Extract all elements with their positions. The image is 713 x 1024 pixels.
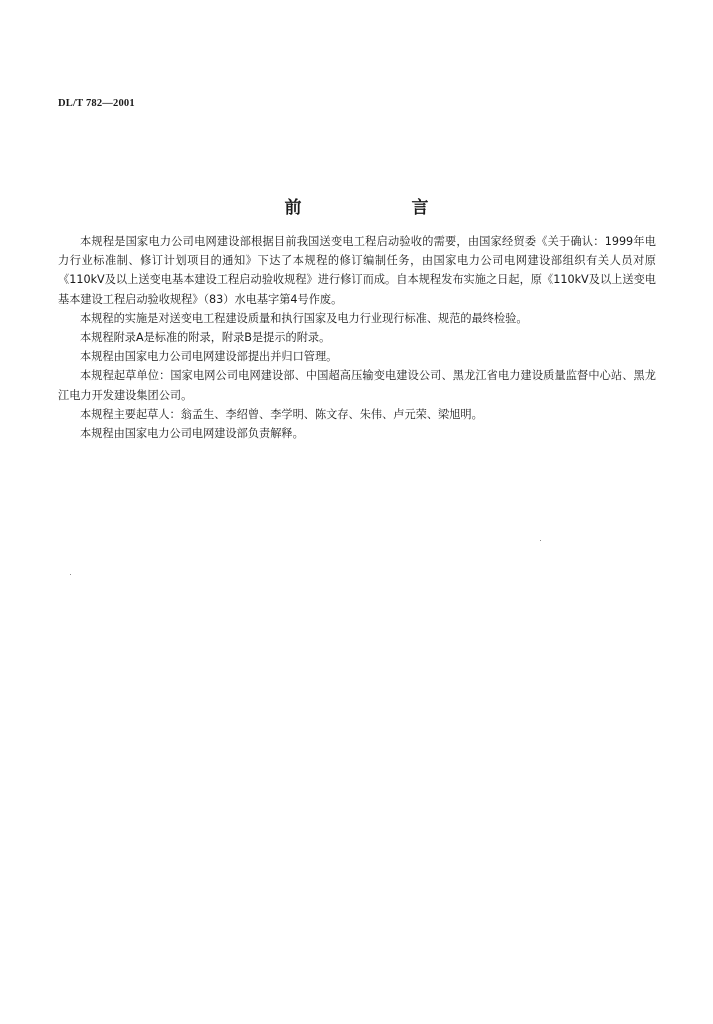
page-title: 前 言 xyxy=(284,198,481,218)
paragraph-purpose: 本规程的实施是对送变电工程建设质量和执行国家及电力行业现行标准、规范的最终检验。 xyxy=(80,311,528,325)
scan-speck xyxy=(540,540,541,541)
paragraph-background: 本规程是国家电力公司电网建设部根据目前我国送变电工程启动验收的需要，由国家经贸委《关于确认：1999年电力行业标准制、修订计划项目的通知》下达了本规程的修订编制任务，由国家电力公司电网建设部组织有关人员对原《110kV及以上送变电基本建设工程启动验收规程》进行修订而成。自本规程发布实施之日起，原《110kV及以上送变电基本建设工程启动验收规程》（83）水电基字第4号作废。 xyxy=(58,235,656,306)
standard-code: DL/T 782—2001 xyxy=(58,98,135,109)
scan-speck xyxy=(70,574,71,575)
preface-body xyxy=(58,232,656,443)
paragraph-drafting-units: 本规程起草单位：国家电网公司电网建设部、中国超高压输变电建设公司、黑龙江省电力建设质量监督中心站、黑龙江电力开发建设集团公司。 xyxy=(58,369,656,402)
paragraph-management: 本规程由国家电力公司电网建设部提出并归口管理。 xyxy=(80,350,338,364)
paragraph-appendix: 本规程附录A是标准的附录，附录B是提示的附录。 xyxy=(80,331,331,345)
paragraph-interpretation: 本规程由国家电力公司电网建设部负责解释。 xyxy=(80,427,304,441)
paragraph-drafters: 本规程主要起草人：翁孟生、李绍曾、李学明、陈文存、朱伟、卢元荣、梁旭明。 xyxy=(80,407,483,421)
